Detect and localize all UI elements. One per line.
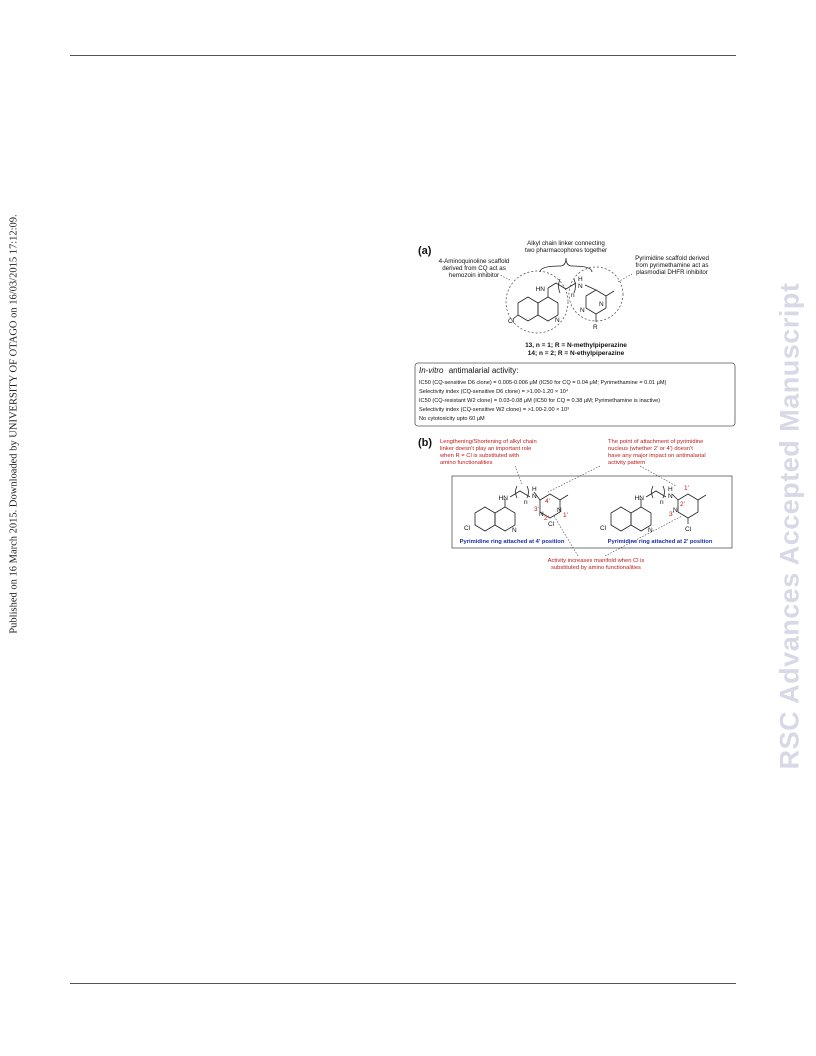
b-left-pyr-cl: Cl	[548, 521, 555, 528]
activity-title-italic: In-vitro	[419, 366, 444, 375]
b-attach-note-2: nucleus (whether 2' or 4') doesn't	[608, 446, 693, 452]
aminoquinoline-note-1: 4-Aminoquinoline scaffold	[438, 258, 510, 265]
quinoline-pointer	[500, 275, 510, 280]
activity-line-4: Selectivity index (CQ-sensitive W2 clone) = >1.00-2.00 × 10³	[419, 407, 570, 413]
atom-n1-pyrimidine-a: N	[580, 307, 585, 314]
b-bottom-note-1: Activity increases manifold when Cl is	[547, 558, 645, 564]
atom-nh-a: N	[578, 283, 583, 290]
panel-b-notes	[439, 439, 706, 466]
compound-13: 13, n = 1; R = N-methylpiperazine	[525, 342, 627, 349]
panel-a-label: (a)	[418, 245, 432, 257]
linker-note-2: two pharmacophores together	[524, 247, 608, 254]
b-left-n: N	[532, 493, 537, 500]
pyrimidine-note-2: from pyrimethamine act as	[635, 262, 709, 269]
b-left-n3: N	[539, 511, 544, 518]
b-left-caption: Pyrimidine ring attached at 4' position	[459, 539, 565, 545]
b-left-h: H	[532, 486, 537, 493]
b-attach-note-4: activity pattern	[608, 460, 646, 466]
panel-b-label: (b)	[418, 437, 433, 449]
b-right-pos-3: 3'	[669, 511, 674, 518]
accepted-manuscript-watermark: RSC Advances Accepted Manuscript	[774, 282, 805, 770]
aminoquinoline-note-3: hemozoin inhibitor	[448, 272, 500, 279]
activity-title	[419, 366, 519, 375]
b-linker-note-3: when R = Cl is substituted with	[440, 453, 520, 459]
b-right-pos-1: 1'	[684, 485, 689, 492]
activity-line-1: IC50 (CQ-sensitive D6 clone) = 0.005-0.006 μM (IC50 for CQ = 0.04 μM; Pyrimethamine = 0.01 μM)	[419, 380, 667, 386]
b-right-n3: N	[673, 507, 678, 514]
pyrimidine-note-3: plasmodial DHFR inhibitor	[636, 269, 708, 276]
pyrimidine-pointer	[618, 274, 632, 282]
b-right-hn: HN	[634, 495, 644, 502]
atom-r-a: R	[593, 324, 598, 331]
b-left-n-quinoline: N	[512, 527, 517, 534]
b-left-pos-3: 3'	[534, 506, 539, 513]
atom-n2-pyrimidine-a: N	[599, 301, 604, 308]
b-right-n-index: n	[660, 499, 664, 506]
b-attach-note-1: The point of attachment of pyrimidine	[608, 439, 704, 445]
b-right-n: N	[668, 493, 673, 500]
b-left-pos-2: 2'	[544, 515, 549, 522]
b-left-pos-4: 4'	[545, 498, 550, 505]
b-left-n-index: n	[524, 499, 528, 506]
b-linker-note-4: amino functionalities	[440, 460, 493, 466]
b-attach-note-3: have any major impact on antimalarial	[608, 453, 706, 459]
linker-note-1: Alkyl chain linker connecting	[527, 240, 605, 247]
atom-n-quinoline-a: N	[555, 317, 560, 324]
pyrimidine-note-1: Pyrimidine scaffold derived	[635, 255, 709, 262]
b-left-pos-1: 1'	[563, 512, 568, 519]
atom-cl-a: Cl	[508, 318, 515, 325]
b-right-pyr-cl: Cl	[685, 526, 692, 533]
activity-line-3: IC50 (CQ-resistant W2 clone) = 0.03-0.08 μM (IC50 for CQ = 0.38 μM; Pyrimethamine is inactive)	[419, 398, 661, 404]
linker-brace	[540, 258, 592, 272]
atom-hn-a: HN	[535, 286, 545, 293]
b-left-hn: HN	[498, 495, 508, 502]
activity-title-rest: antimalarial activity:	[448, 366, 519, 375]
activity-line-2: Selectivity index (CQ-sensitive D6 clone) = >1.00-1.20 × 10⁴	[419, 389, 569, 395]
b-right-h: H	[668, 486, 673, 493]
atom-h-a: H	[578, 276, 583, 283]
b-left-n1: N	[557, 507, 562, 514]
b-right-cl: Cl	[600, 525, 607, 532]
linker-n-index: n	[571, 292, 575, 299]
aminoquinoline-note-2: derived from CQ act as	[442, 265, 506, 272]
linker-chain	[556, 279, 576, 293]
published-note: Published on 16 March 2015. Downloaded by UNIVERSITY OF OTAGO on 16/03/2015 17:12:09.	[8, 214, 20, 634]
b-linker-note-2: linker doesn't play an important role	[440, 446, 532, 452]
compound-14: 14; n = 2; R = N-ethylpiperazine	[527, 350, 625, 357]
activity-line-5: No cytotoxicity upto 60 μM	[419, 416, 485, 422]
b-linker-note-1: Lengthening/Shortening of alkyl chain	[440, 439, 537, 445]
b-right-caption: Pyrimidine ring attached at 2' position	[607, 539, 713, 545]
b-right-pos-2: 2'	[680, 501, 685, 508]
panel-a-notes	[439, 240, 710, 279]
b-bottom-note-2: substituted by amino functionalities	[551, 565, 641, 571]
b-left-cl: Cl	[464, 525, 471, 532]
b-right-n-quinoline: N	[648, 527, 653, 534]
